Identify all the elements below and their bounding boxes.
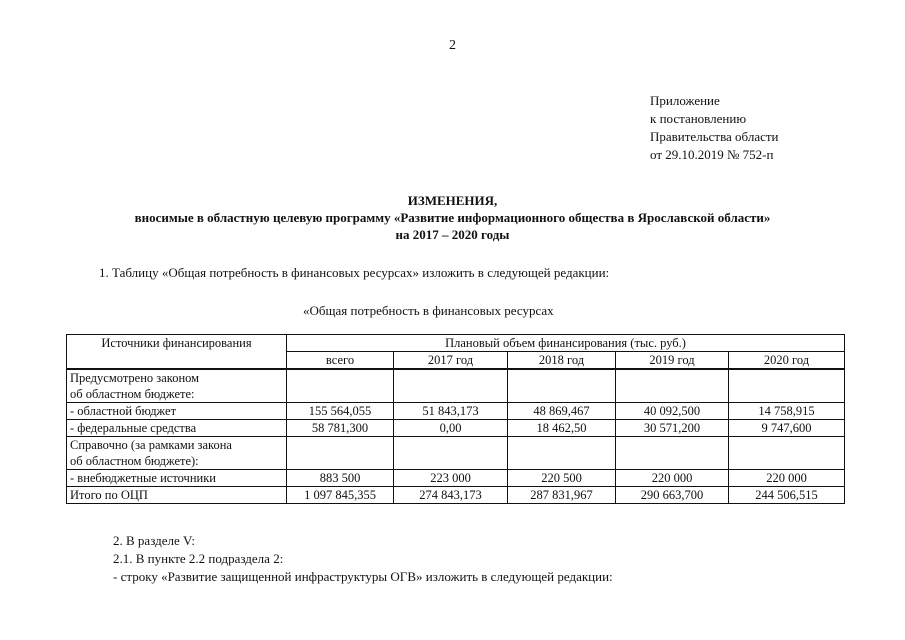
title-years: на 2017 – 2020 годы (395, 227, 510, 242)
subheader-2019: 2019 год (616, 352, 729, 370)
financing-table (66, 334, 845, 504)
table-header-row (67, 335, 845, 352)
table-cell-empty (508, 437, 616, 470)
section-label-line: Предусмотрено законом (70, 371, 200, 385)
subheader-2020: 2020 год (729, 352, 845, 370)
table-cell-empty (729, 369, 845, 403)
section-label-line: об областном бюджете: (70, 387, 195, 401)
appendix-line: от 29.10.2019 № 752-п (650, 147, 774, 162)
paragraph-1: 1. Таблицу «Общая потребность в финансовых ресурсах» изложить в следующей редакции: (99, 265, 610, 280)
table-row (67, 420, 845, 437)
table-section-row (67, 369, 845, 403)
table-cell: 274 843,173 (394, 487, 508, 504)
table-row (67, 470, 845, 487)
subheader-2018: 2018 год (508, 352, 616, 370)
paragraph-3: 2.1. В пункте 2.2 подраздела 2: (113, 551, 284, 566)
table-cell: 290 663,700 (616, 487, 729, 504)
table-cell-empty (287, 437, 394, 470)
table-cell: 9 747,600 (729, 420, 845, 437)
header-plan: Плановый объем финансирования (тыс. руб.) (287, 335, 845, 352)
table-row (67, 403, 845, 420)
table-cell: 18 462,50 (508, 420, 616, 437)
table-cell-empty (729, 437, 845, 470)
header-source: Источники финансирования (67, 335, 287, 370)
document-title (0, 192, 905, 243)
section-label-line: Справочно (за рамками закона (70, 438, 232, 452)
table-total-row (67, 487, 845, 504)
table-cell-empty (394, 437, 508, 470)
table-cell: 40 092,500 (616, 403, 729, 420)
subheader-2017: 2017 год (394, 352, 508, 370)
table-cell: 14 758,915 (729, 403, 845, 420)
row-label: - областной бюджет (67, 403, 287, 420)
table-cell-empty (508, 369, 616, 403)
table-cell: 1 097 845,355 (287, 487, 394, 504)
subheader-total: всего (287, 352, 394, 370)
paragraph-2: 2. В разделе V: (113, 533, 196, 548)
section-label (67, 437, 287, 470)
table-cell-empty (394, 369, 508, 403)
table-cell-empty (616, 437, 729, 470)
section-label-line: об областном бюджете): (70, 454, 199, 468)
table-caption: «Общая потребность в финансовых ресурсах (303, 303, 554, 318)
row-label: Итого по ОЦП (67, 487, 287, 504)
table-cell: 155 564,055 (287, 403, 394, 420)
table-cell: 220 500 (508, 470, 616, 487)
page-number: 2 (449, 38, 456, 53)
table-cell: 30 571,200 (616, 420, 729, 437)
section-label (67, 369, 287, 403)
table-cell: 223 000 (394, 470, 508, 487)
table-cell: 48 869,467 (508, 403, 616, 420)
table-cell: 0,00 (394, 420, 508, 437)
paragraph-4: - строку «Развитие защищенной инфраструктуры ОГВ» изложить в следующей редакции: (113, 569, 613, 584)
table-cell-empty (287, 369, 394, 403)
appendix-line: к постановлению (650, 111, 747, 126)
table-cell: 287 831,967 (508, 487, 616, 504)
table-cell-empty (616, 369, 729, 403)
row-label: - внебюджетные источники (67, 470, 287, 487)
appendix-block (650, 92, 890, 164)
table-cell: 220 000 (616, 470, 729, 487)
table-cell: 51 843,173 (394, 403, 508, 420)
table-cell: 220 000 (729, 470, 845, 487)
table-cell: 244 506,515 (729, 487, 845, 504)
row-label: - федеральные средства (67, 420, 287, 437)
appendix-line: Приложение (650, 93, 720, 108)
title-heading: ИЗМЕНЕНИЯ, (407, 193, 498, 208)
title-subtitle: вносимые в областную целевую программу «Развитие информационного общества в Ярославской области» (134, 210, 771, 225)
table-cell: 883 500 (287, 470, 394, 487)
table-section-row (67, 437, 845, 470)
table-cell: 58 781,300 (287, 420, 394, 437)
appendix-line: Правительства области (650, 129, 779, 144)
